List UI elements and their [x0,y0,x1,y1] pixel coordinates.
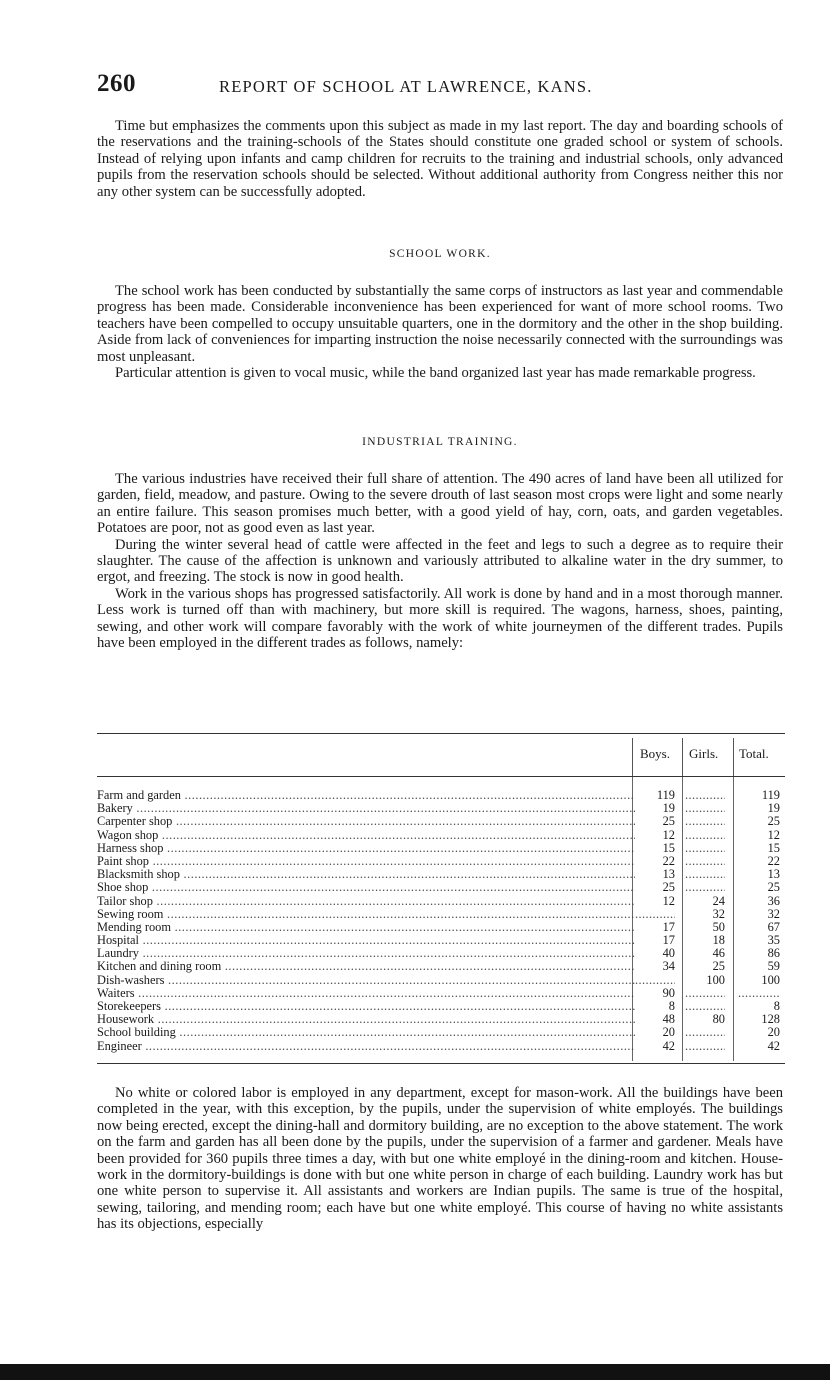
column-header-girls: Girls. [689,746,719,761]
girls-count-cell [685,1040,725,1053]
total-count-cell: 22 [767,854,780,868]
total-count-cell: 32 [767,907,780,921]
table-row [97,1000,785,1013]
trade-name-cell: Bakery ..... [97,802,635,815]
table-row [97,815,785,828]
column-divider [682,738,683,776]
girls-count-cell: 18 [712,934,725,948]
trade-name-cell: Blacksmith shop ..... [97,868,635,881]
girls-count-cell [685,802,725,815]
boys-count-cell: 48 [662,1013,675,1027]
school-work-section [97,283,783,381]
table-row [97,1040,785,1053]
boys-count-cell: 90 [662,986,675,1000]
trade-name-cell: Hospital ..... [97,934,635,947]
girls-count-cell [685,1000,725,1013]
school-work-heading: SCHOOL WORK. [389,248,491,260]
girls-count-cell [685,855,725,868]
girls-count-cell [685,987,725,1000]
total-count-cell: 15 [767,841,780,855]
boys-count-cell: 15 [662,841,675,855]
girls-count-cell [685,1026,725,1039]
table-row [97,802,785,815]
scan-edge-bar [0,1364,830,1380]
total-count-cell: 25 [767,881,780,895]
industrial-paragraph: Work in the various shops has progressed satisfactorily. All work is done by hand and in a most thorough manner. Less work is turned off than with machinery, but more skill is required. The wagons, harness, shoes, painting, sewing, and other work will compare favorably with the work of white journeymen of the different trades. Pupils have been employed in the different trades as follows, namely: [97,585,783,652]
table-row [97,987,785,1000]
total-count-cell: 42 [767,1039,780,1053]
industrial-paragraph: The various industries have received their full share of attention. The 490 acres of land have been all utilized for garden, field, meadow, and pasture. Owing to the severe drouth of last season most crops were light and some nearly an entire failure. This season promises much better, with a good yield of hay, corn, oats, and garden vegetables. Potatoes are poor, not as good even as last year. [97,471,783,537]
girls-count-cell [685,868,725,881]
table-row [97,829,785,842]
trade-name-cell: Paint shop ..... [97,855,635,868]
total-count-cell: 67 [767,920,780,934]
total-count-cell: 12 [767,828,780,842]
total-count-cell: 86 [767,947,780,961]
trades-table [97,733,785,1053]
table-row [97,974,785,987]
boys-count-cell: 40 [662,947,675,961]
girls-count-cell [685,881,725,894]
girls-count-cell: 24 [712,894,725,908]
boys-count-cell: 8 [668,1000,675,1013]
trade-name-cell: Shoe shop ..... [97,881,635,894]
trade-name-cell: Storekeepers ..... [97,1000,635,1013]
total-count-cell: 36 [767,894,780,908]
total-count-cell: 119 [761,789,780,802]
intro-section [97,118,783,200]
trade-name-cell: Mending room ..... [97,921,635,934]
girls-count-cell [685,829,725,842]
table-row [97,881,785,894]
table-row [97,1026,785,1039]
boys-count-cell: 42 [662,1039,675,1053]
total-count-cell: 128 [761,1013,780,1027]
table-header [97,734,785,776]
trade-name-cell: Engineer ..... [97,1040,635,1053]
page-header [97,70,787,104]
girls-count-cell: 50 [712,920,725,934]
table-row [97,895,785,908]
trade-name-cell: Carpenter shop ..... [97,815,635,828]
table-row [97,1013,785,1026]
page-number: 260 [97,70,136,97]
trade-name-cell: Waiters ..... [97,987,635,1000]
table-row [97,934,785,947]
girls-count-cell [685,815,725,828]
girls-count-cell: 100 [706,973,725,987]
table-row [97,842,785,855]
boys-count-cell [635,974,675,987]
boys-count-cell: 119 [656,789,675,802]
table-row [97,921,785,934]
column-divider [632,738,633,776]
boys-count-cell: 13 [662,868,675,882]
boys-count-cell [635,908,675,921]
girls-count-cell: 32 [712,907,725,921]
trade-name-cell: Laundry ..... [97,947,635,960]
trade-name-cell: Sewing room ..... [97,908,635,921]
total-count-cell: 8 [773,1000,780,1013]
closing-paragraph: No white or colored labor is employed in any department, except for mason-work. All the buildings have been completed in the year, with this exception, by the pupils, under the supervision of white employés. The buildings now being erected, except the dining-hall and dormitory building, are no exception to the above statement. The work on the farm and garden has all been done by the pupils, under the supervision of a farmer and gardener. Meals have been provided for 360 pupils three times a day, with but one white employé in the dining-room and kitchen. House-work in the dormitory-buildings is done with but one white person in charge of each building. Laundry work has but one white person to supervise it. All assistants and workers are Indian pupils. The same is true of the hospital, sewing, tailoring, and mending room; each have but one white employé. This course of having no white assistants has its objections, especially [97,1085,783,1233]
boys-count-cell: 19 [662,802,675,816]
running-head: REPORT OF SCHOOL AT LAWRENCE, KANS. [219,77,593,96]
table-row [97,789,785,802]
column-header-total: Total. [739,746,769,761]
school-work-paragraph: The school work has been conducted by substantially the same corps of instructors as last year and commendable progress has been made. Considerable inconvenience has been experienced for want of more school rooms. Two teachers have been compelled to occupy unsuitable quarters, one in the dormitory and the other in the shop building. Aside from lack of conveniences for imparting instruction the noise necessarily connected with the surroundings was most unpleasant. [97,283,783,365]
boys-count-cell: 12 [662,828,675,842]
girls-count-cell: 25 [712,960,725,974]
girls-count-cell [685,842,725,855]
boys-count-cell: 25 [662,815,675,829]
total-count-cell: 59 [767,960,780,974]
boys-count-cell: 22 [662,854,675,868]
trade-name-cell: Wagon shop ..... [97,829,635,842]
trade-name-cell: Farm and garden ..... [97,789,635,802]
table-row [97,908,785,921]
column-header-boys: Boys. [640,746,670,761]
boys-count-cell: 17 [662,920,675,934]
girls-count-cell: 80 [712,1013,725,1027]
closing-section [97,1085,783,1233]
table-row [97,868,785,881]
trade-name-cell: Kitchen and dining room ..... [97,960,635,973]
table-row [97,855,785,868]
girls-count-cell [685,789,725,802]
boys-count-cell: 12 [662,894,675,908]
total-count-cell [737,987,780,1000]
total-count-cell: 13 [767,868,780,882]
table-body [97,789,785,1053]
school-work-paragraph: Particular attention is given to vocal music, while the band organized last year has made remarkable progress. [115,365,756,382]
trade-name-cell: Housework ..... [97,1013,635,1026]
girls-count-cell: 46 [712,947,725,961]
industrial-paragraph: During the winter several head of cattle were affected in the feet and legs to such a degree as to require their slaughter. The cause of the affection is unknown and variously attributed to alkaline water in the dry summer, to ergot, and freezing. The stock is now in good health. [97,536,783,586]
total-count-cell: 19 [767,802,780,816]
total-count-cell: 20 [767,1026,780,1040]
table-row [97,960,785,973]
intro-paragraph: Time but emphasizes the comments upon this subject as made in my last report. The day and boarding schools of the reservations and the training-schools of the States should constitute one graded school or system of schools. Instead of relying upon infants and camp children for recruits to the training and industrial schools, only advanced pupils from the reservation schools should be selected. Without additional authority from Congress neither this nor any other system can be successfully adopted. [97,118,783,200]
column-divider [733,738,734,776]
table-row [97,947,785,960]
total-count-cell: 100 [761,973,780,987]
boys-count-cell: 34 [662,960,675,974]
total-count-cell: 25 [767,815,780,829]
boys-count-cell: 20 [662,1026,675,1040]
boys-count-cell: 25 [662,881,675,895]
total-count-cell: 35 [767,934,780,948]
table-bottom-rule [97,1063,785,1064]
trade-name-cell: Tailor shop ..... [97,895,635,908]
industrial-training-section [97,471,783,651]
trade-name-cell: Dish-washers ..... [97,974,635,987]
trade-name-cell: Harness shop ..... [97,842,635,855]
industrial-training-heading: INDUSTRIAL TRAINING. [362,436,518,448]
trade-name-cell: School building ..... [97,1026,635,1039]
boys-count-cell: 17 [662,934,675,948]
